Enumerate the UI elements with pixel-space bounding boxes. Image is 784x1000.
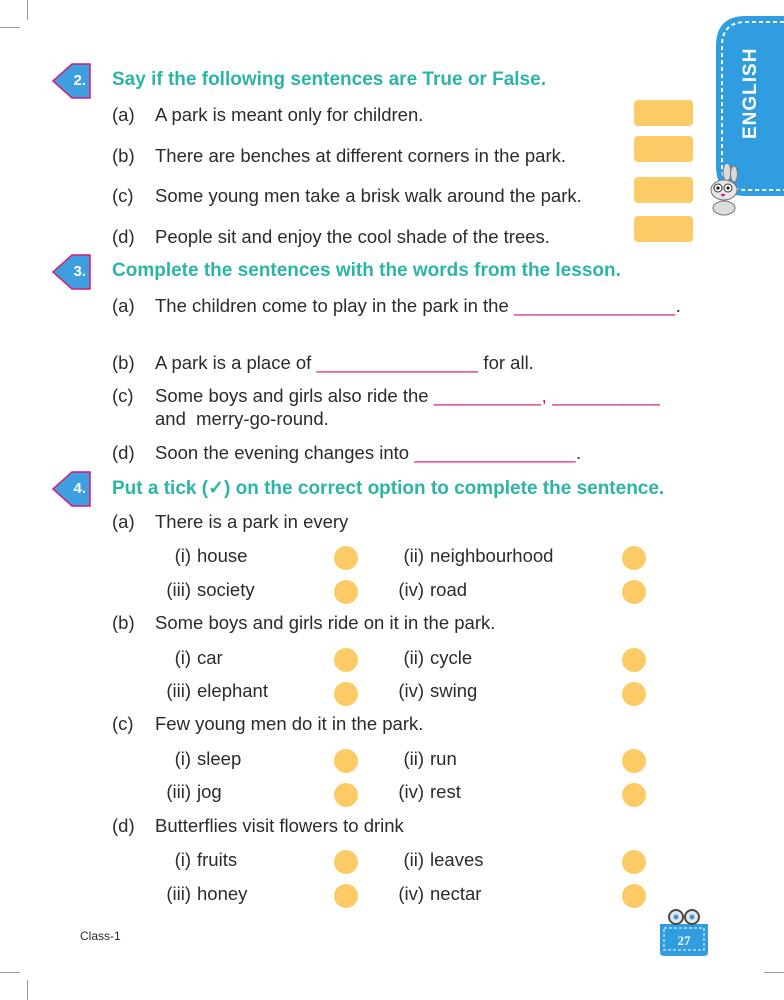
- tick-circle[interactable]: [334, 783, 358, 807]
- option: [390, 781, 461, 803]
- q3-item-text: Soon the evening changes into: [155, 442, 415, 463]
- question-3-badge: [52, 252, 92, 292]
- option-number: (iii): [166, 680, 191, 701]
- option-number: (i): [174, 647, 191, 668]
- crop-mark: [0, 27, 20, 28]
- question-3-heading: Complete the sentences with the words from the lesson.: [112, 260, 621, 281]
- q3-item-text: A park is a place of: [155, 352, 317, 373]
- option-text: honey: [197, 883, 248, 904]
- option: [390, 647, 472, 669]
- q2-item-text: A park is meant only for children.: [155, 104, 424, 125]
- q2-item-label: (a): [112, 104, 135, 125]
- option-number: (iii): [166, 883, 191, 904]
- fill-in-blank[interactable]: _______________: [513, 295, 676, 316]
- tick-circle[interactable]: [334, 682, 358, 706]
- question-4-number: 4.: [73, 480, 86, 497]
- q3-item-text: and merry-go-round.: [155, 408, 329, 429]
- q2-item-label: (b): [112, 145, 135, 166]
- option-number: (iv): [398, 883, 424, 904]
- option-text: neighbourhood: [430, 545, 554, 566]
- q3-item-text: Some boys and girls also ride the: [155, 385, 434, 406]
- q3-item-label: (c): [112, 385, 134, 406]
- tick-circle[interactable]: [334, 580, 358, 604]
- q3-item-text-end: .: [576, 442, 582, 463]
- option: [157, 647, 223, 669]
- q2-item-label: (c): [112, 185, 134, 206]
- question-2-heading: Say if the following sentences are True or False.: [112, 69, 546, 90]
- q4-item-text: There is a park in every: [155, 511, 349, 532]
- answer-box[interactable]: [634, 216, 693, 242]
- tick-circle[interactable]: [622, 783, 646, 807]
- fill-in-blank[interactable]: _______________: [414, 442, 577, 463]
- option-number: (iii): [166, 781, 191, 802]
- q4-item-text: Butterflies visit flowers to drink: [155, 815, 404, 836]
- crop-mark: [27, 980, 28, 1000]
- answer-box[interactable]: [634, 100, 693, 126]
- option: [157, 781, 222, 803]
- option-number: (i): [174, 545, 191, 566]
- option-number: (iv): [398, 680, 424, 701]
- crop-mark: [27, 0, 28, 20]
- q4-item-label: (d): [112, 815, 135, 836]
- option-text: fruits: [197, 849, 238, 870]
- option-text: road: [430, 579, 468, 600]
- q3-item-text-end: .: [675, 295, 681, 316]
- class-label: Class-1: [80, 929, 121, 943]
- q4-item-label: (a): [112, 511, 135, 532]
- crop-mark: [0, 972, 20, 973]
- fill-in-blank[interactable]: _______________: [316, 352, 479, 373]
- option: [390, 849, 483, 871]
- tick-circle[interactable]: [622, 580, 646, 604]
- option-text: car: [197, 647, 223, 668]
- tick-circle[interactable]: [622, 546, 646, 570]
- option: [157, 748, 241, 770]
- option-text: leaves: [430, 849, 484, 870]
- option-number: (i): [174, 748, 191, 769]
- option: [157, 545, 247, 567]
- tick-circle[interactable]: [622, 648, 646, 672]
- q2-item-label: (d): [112, 226, 135, 247]
- tick-circle[interactable]: [334, 749, 358, 773]
- tick-circle[interactable]: [334, 546, 358, 570]
- q2-item-text: There are benches at different corners in the park.: [155, 145, 567, 166]
- option: [157, 579, 255, 601]
- q4-item-text: Some boys and girls ride on it in the park.: [155, 612, 496, 633]
- option: [390, 883, 481, 905]
- fill-in-blank[interactable]: __________,: [433, 385, 548, 406]
- option-text: elephant: [197, 680, 268, 701]
- tick-circle[interactable]: [622, 682, 646, 706]
- option-number: (i): [174, 849, 191, 870]
- option-text: rest: [430, 781, 461, 802]
- option-text: swing: [430, 680, 478, 701]
- option-number: (ii): [403, 647, 424, 668]
- q4-item-label: (c): [112, 713, 134, 734]
- option: [390, 680, 477, 702]
- q3-item-label: (b): [112, 352, 135, 373]
- q3-item-label: (d): [112, 442, 135, 463]
- answer-box[interactable]: [634, 136, 693, 162]
- crop-mark: [764, 972, 784, 973]
- q4-item-text: Few young men do it in the park.: [155, 713, 424, 734]
- q2-item-text: People sit and enjoy the cool shade of the trees.: [155, 226, 550, 247]
- tick-circle[interactable]: [334, 850, 358, 874]
- option-text: sleep: [197, 748, 242, 769]
- tick-circle[interactable]: [622, 850, 646, 874]
- option: [157, 883, 247, 905]
- side-tab-label: ENGLISH: [740, 47, 761, 139]
- q4-item-label: (b): [112, 612, 135, 633]
- option-number: (ii): [403, 748, 424, 769]
- page-number: 27: [677, 933, 691, 948]
- bunny-mascot-icon: [702, 164, 742, 216]
- option: [157, 849, 237, 871]
- tick-circle[interactable]: [334, 648, 358, 672]
- option-number: (iv): [398, 579, 424, 600]
- q3-item-text-end: for all.: [478, 352, 534, 373]
- tick-circle[interactable]: [622, 884, 646, 908]
- answer-box[interactable]: [634, 177, 693, 203]
- option-text: cycle: [430, 647, 473, 668]
- question-4-badge: [52, 469, 92, 509]
- question-3-number: 3.: [73, 263, 86, 280]
- question-4-heading: Put a tick (✓) on the correct option to complete the sentence.: [112, 478, 665, 499]
- option-text: jog: [197, 781, 222, 802]
- tick-circle[interactable]: [622, 749, 646, 773]
- option-text: society: [197, 579, 255, 600]
- option-number: (iv): [398, 781, 424, 802]
- option-text: run: [430, 748, 457, 769]
- option: [157, 680, 268, 702]
- option: [390, 579, 467, 601]
- option-text: house: [197, 545, 248, 566]
- page-number-badge: [656, 908, 712, 958]
- q3-item-text: The children come to play in the park in the: [155, 295, 514, 316]
- tick-circle[interactable]: [334, 884, 358, 908]
- option-number: (ii): [403, 849, 424, 870]
- q2-item-text: Some young men take a brisk walk around the park.: [155, 185, 582, 206]
- fill-in-blank[interactable]: __________: [552, 385, 661, 406]
- option-number: (iii): [166, 579, 191, 600]
- option-text: nectar: [430, 883, 482, 904]
- option: [390, 748, 457, 770]
- q3-item-label: (a): [112, 295, 135, 316]
- option: [390, 545, 553, 567]
- option-number: (ii): [403, 545, 424, 566]
- question-2-number: 2.: [73, 72, 86, 89]
- question-2-badge: [52, 61, 92, 101]
